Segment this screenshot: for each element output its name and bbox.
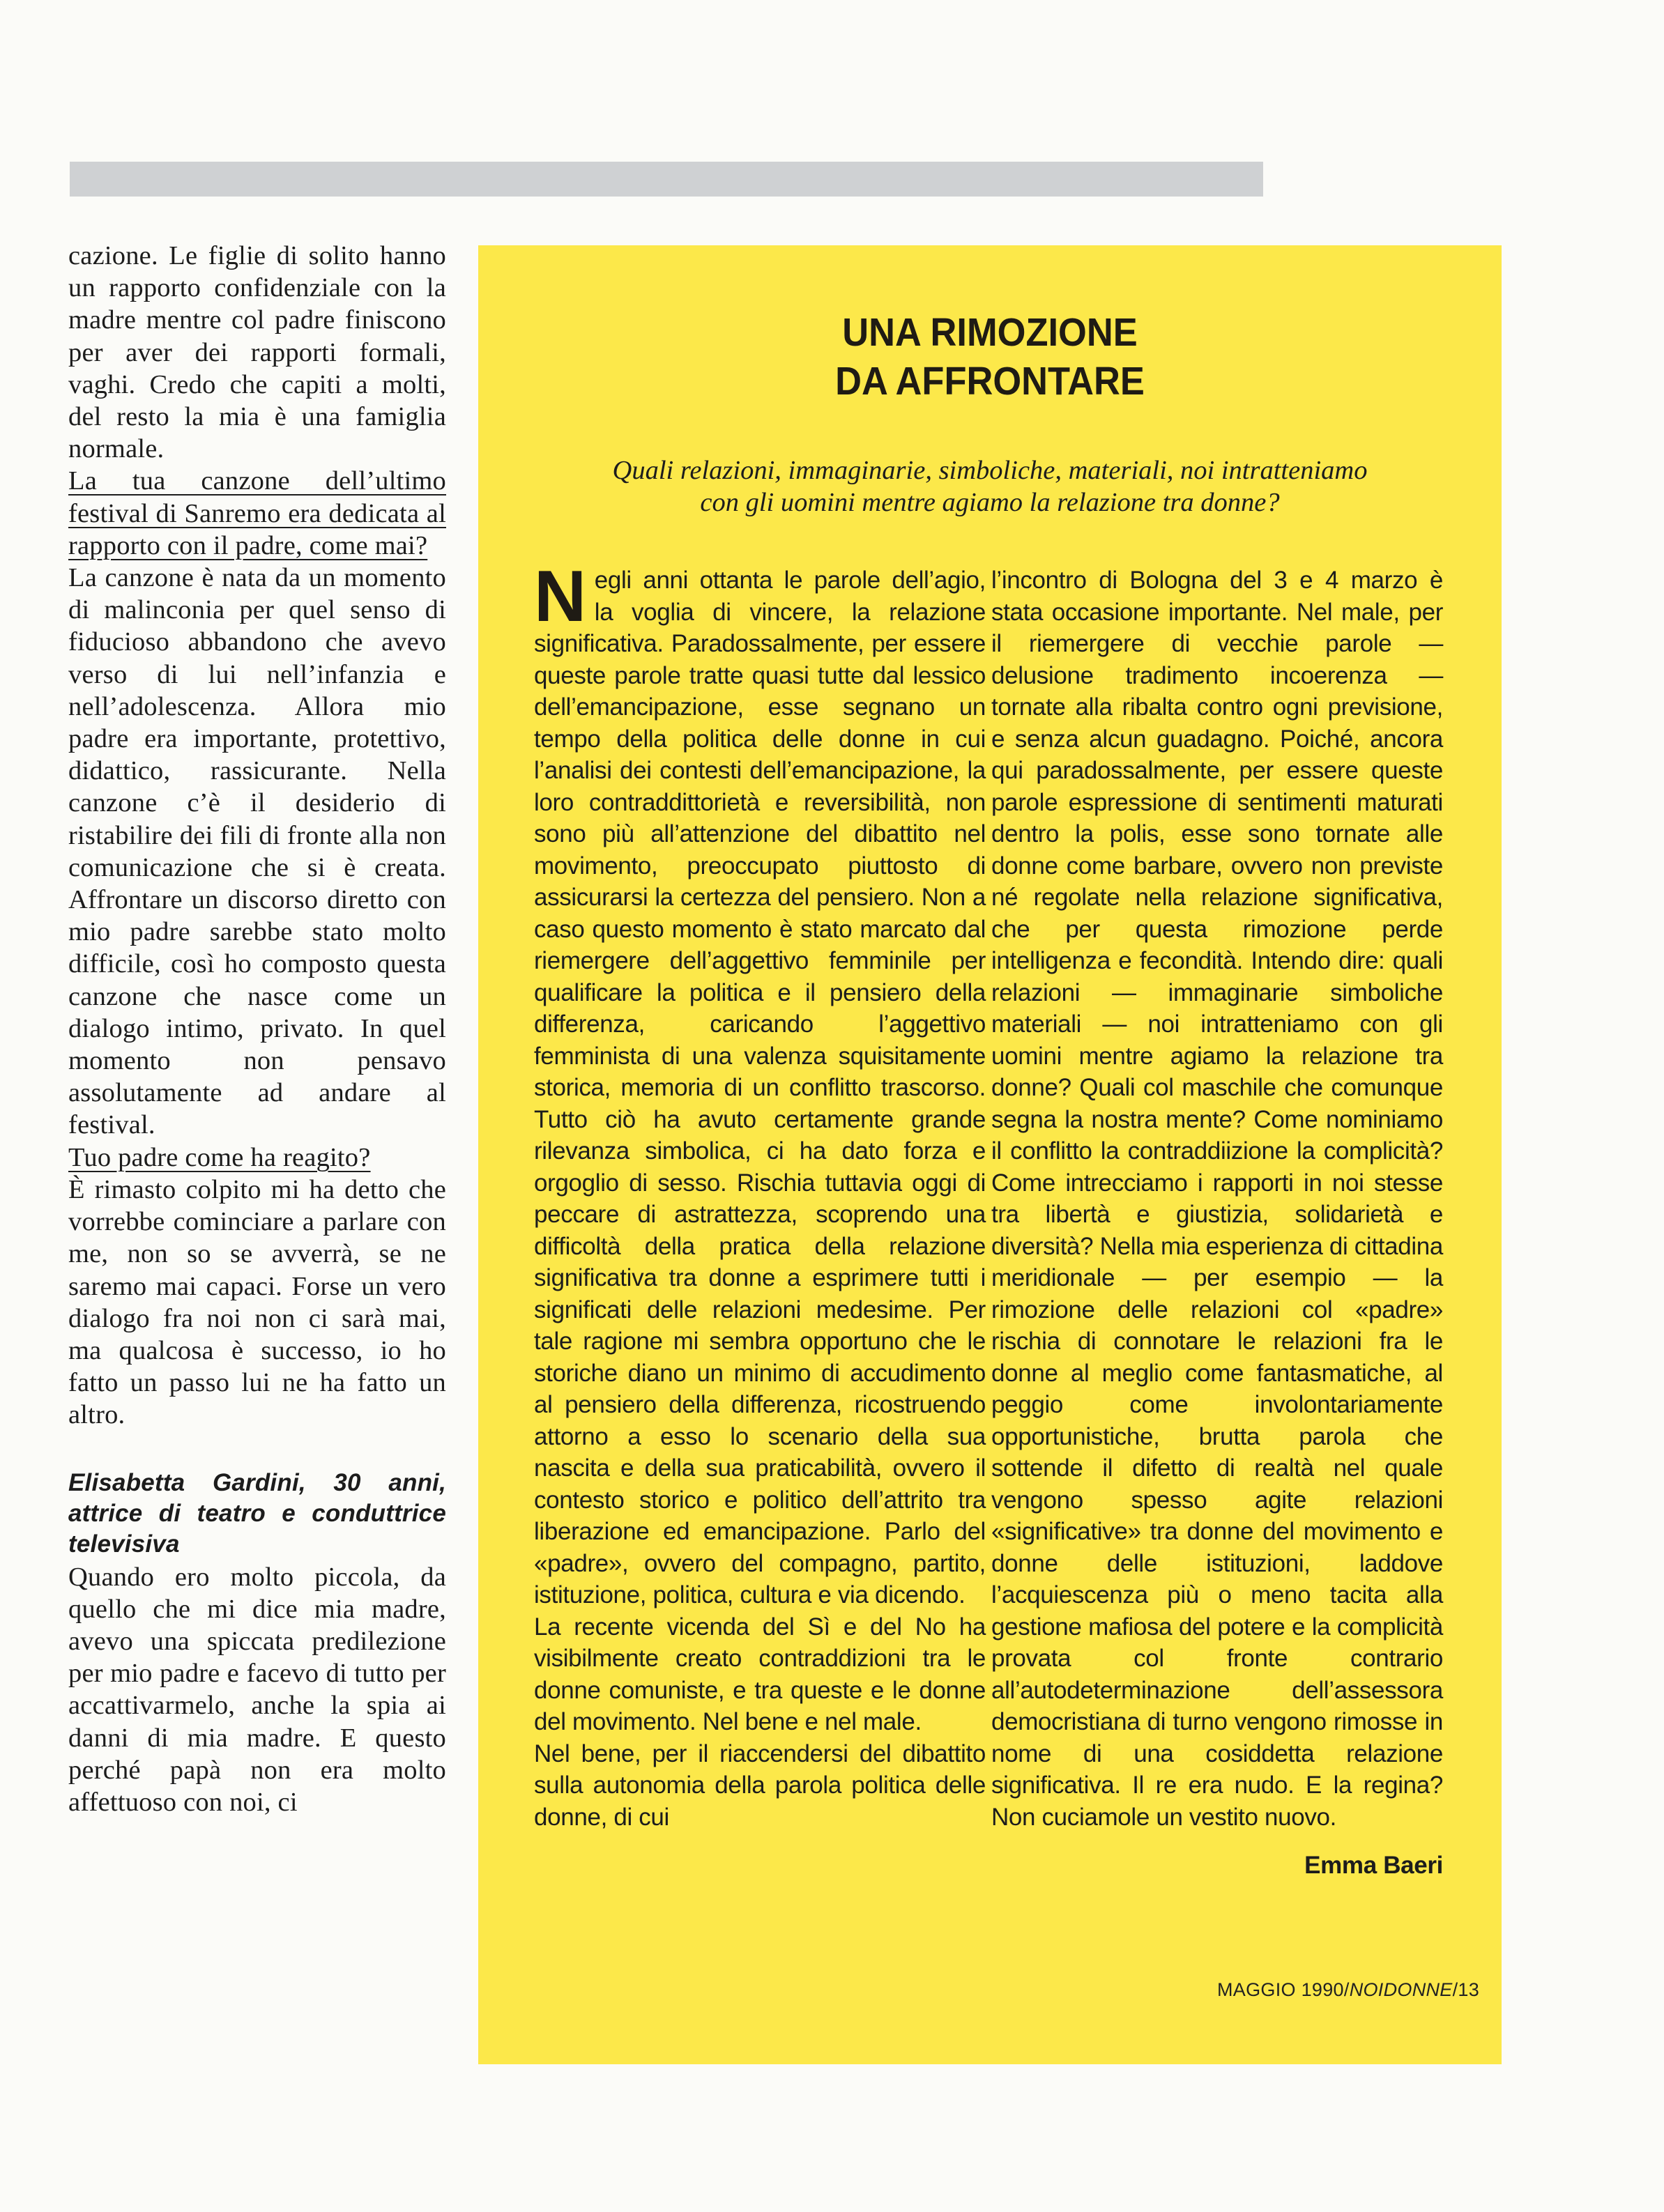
paragraph: cazione. Le figlie di solito hanno un rapporto confidenziale con la madre mentre col padre finiscono per aver dei rapporti formali, vaghi. Credo che capiti a molti, del resto la mia è una famiglia normale. bbox=[68, 241, 446, 464]
paragraph: l’incontro di Bologna del 3 e 4 marzo è stata occasione importante. Nel male, per il riemergere di vecchie parole — delusione tradimento incoerenza — tornate alla ribalta contro ogni previsione, e senza alcun guadagno. Poiché, ancora qui paradossalmente, per essere queste parole espressione di sentimenti maturati dentro la polis, esse sono tornate alle donne come barbare, ovvero non previste né regolate nella relazione significativa, che per questa rimozione perde intelligenza e fecondità. Intendo dire: quali relazioni — immaginarie simboliche materiali — noi intratteniamo con gli uomini mentre agiamo la relazione tra donne? Quali col maschile che comunque segna la nostra mente? Come nominiamo il conflitto la contraddiizione la complicità? Come intrecciamo i rapporti in noi stesse tra libertà e giustizia, solidarietà e diversità? Nella mia esperienza di cittadina meridionale — per esempio — la rimozione delle relazioni col «padre» rischia di connotare le relazioni fra le donne al meglio come fantasmatiche, al peggio come involontariamente opportunistiche, brutta parola che sottende il difetto di realtà nel quale vengono spesso agite relazioni «significative» tra donne del movimento e donne delle istituzioni, laddove l’acquiescenza più o meno tacita alla gestione mafiosa del potere e la complicità provata col fronte contrario all’autodeterminazione dell’assessora democristiana di turno vengono rimosse in nome di una cosiddetta relazione significativa. Il re era nudo. E la regina? Non cuciamole un vestito nuovo. bbox=[991, 567, 1443, 1831]
paragraph: La recente vicenda del Sì e del No ha visibilmente creato contraddizioni tra le donne comuniste, e tra queste e le donne del movimento. Nel bene e nel male. bbox=[534, 1613, 986, 1735]
paragraph: Nel bene, per il riaccendersi del dibattito sulla autonomia della parola politica delle donne, di cui bbox=[534, 1739, 986, 1831]
paragraph: È rimasto colpito mi ha detto che vorrebbe cominciare a parlare con me, non so se avverrà, se ne saremo mai capaci. Forse un vero dialogo fra noi non ci sarà mai, ma qualcosa è successo, io ho fatto un passo lui ne ha fatto un altro. bbox=[68, 1174, 446, 1430]
sidebar-box bbox=[478, 245, 1502, 2064]
header-bar bbox=[70, 162, 1263, 197]
footer-publication: NOIDONNE bbox=[1349, 1979, 1453, 2000]
subtitle-line: con gli uomini mentre agiamo la relazione tra donne? bbox=[700, 488, 1280, 517]
page-footer bbox=[1217, 1979, 1479, 2001]
box-title bbox=[519, 308, 1461, 406]
author-signature: Emma Baeri bbox=[1304, 1852, 1443, 1879]
drop-cap: N bbox=[534, 556, 586, 637]
interviewee-byline: Elisabetta Gardini, 30 anni, attrice di teatro e conduttrice televisiva bbox=[68, 1468, 446, 1558]
subtitle-line: Quali relazioni, immaginarie, simboliche, materiali, noi intratteniamo bbox=[612, 456, 1368, 485]
paragraph: Quando ero molto piccola, da quello che mi dice mia madre, avevo una spiccata predilezione per mio padre e facevo di tutto per accattivarmelo, anche la spia ai danni di mia madre. E questo perché papà non era molto affettuoso con noi, ci bbox=[68, 1562, 446, 1817]
paragraph bbox=[534, 556, 986, 1611]
box-subtitle bbox=[520, 454, 1460, 519]
interview-column bbox=[68, 240, 446, 1818]
interview-question: La tua canzone dell’ultimo festival di Sanremo era dedicata al rapporto con il padre, come mai? bbox=[68, 466, 446, 560]
footer-page-number: /13 bbox=[1452, 1979, 1480, 2000]
title-line: DA AFFRONTARE bbox=[835, 359, 1145, 404]
box-column-2 bbox=[991, 564, 1443, 1882]
box-columns bbox=[534, 556, 1443, 1882]
interview-question: Tuo padre come ha reagito? bbox=[68, 1142, 371, 1172]
paragraph-text: egli anni ottanta le parole dell’agio, la voglia di vincere, la relazione significativa. Paradossalmente, per essere queste parole tratte quasi tutte dal lessico dell’emancipazione, esse segnano un tempo della politica delle donne in cui l’analisi dei contesti dell’emancipazione, la loro contraddittorietà e reversibilità, non sono più all’attenzione del dibattito nel movimento, preoccupato piuttosto di assicurarsi la certezza del pensiero. Non a caso questo momento è stato marcato dal riemergere dell’aggettivo femminile per qualificare la politica e il pensiero della differenza, caricando l’aggettivo femminista di una valenza squisitamente storica, memoria di un conflitto trascorso. Tutto ciò ha avuto certamente grande rilevanza simbolica, ci ha dato forza e orgoglio di sesso. Rischia tuttavia oggi di peccare di astrattezza, scoprendo una difficoltà della pratica della relazione significativa tra donne a esprimere tutti i significati delle relazioni medesime. Per tale ragione mi sembra opportuno che le storiche diano un minimo di accudimento al pensiero della differenza, ricostruendo attorno a esso lo scenario della sua nascita e della sua praticabilità, ovvero il contesto storico e politico dell’attrito tra liberazione ed emancipazione. Parlo del «padre», ovvero del compagno, partito, istituzione, politica, cultura e via dicendo. bbox=[534, 567, 986, 1608]
paragraph: La canzone è nata da un momento di malinconia per quel senso di fiducioso abbandono che avevo verso di lui nell’infanzia e nell’adolescenza. Allora mio padre era importante, protettivo, didattico, rassicurante. Nella canzone c’è il desiderio di ristabilire dei fili di fronte alla non comunicazione che si è creata. Affrontare un discorso diretto con mio padre sarebbe stato molto difficile, così ho composto questa canzone che nasce come un dialogo intimo, privato. In quel momento non pensavo assolutamente ad andare al festival. bbox=[68, 563, 446, 1140]
title-line: UNA RIMOZIONE bbox=[842, 310, 1138, 355]
box-column-1 bbox=[534, 556, 986, 1882]
footer-date: MAGGIO 1990/ bbox=[1217, 1979, 1350, 2000]
